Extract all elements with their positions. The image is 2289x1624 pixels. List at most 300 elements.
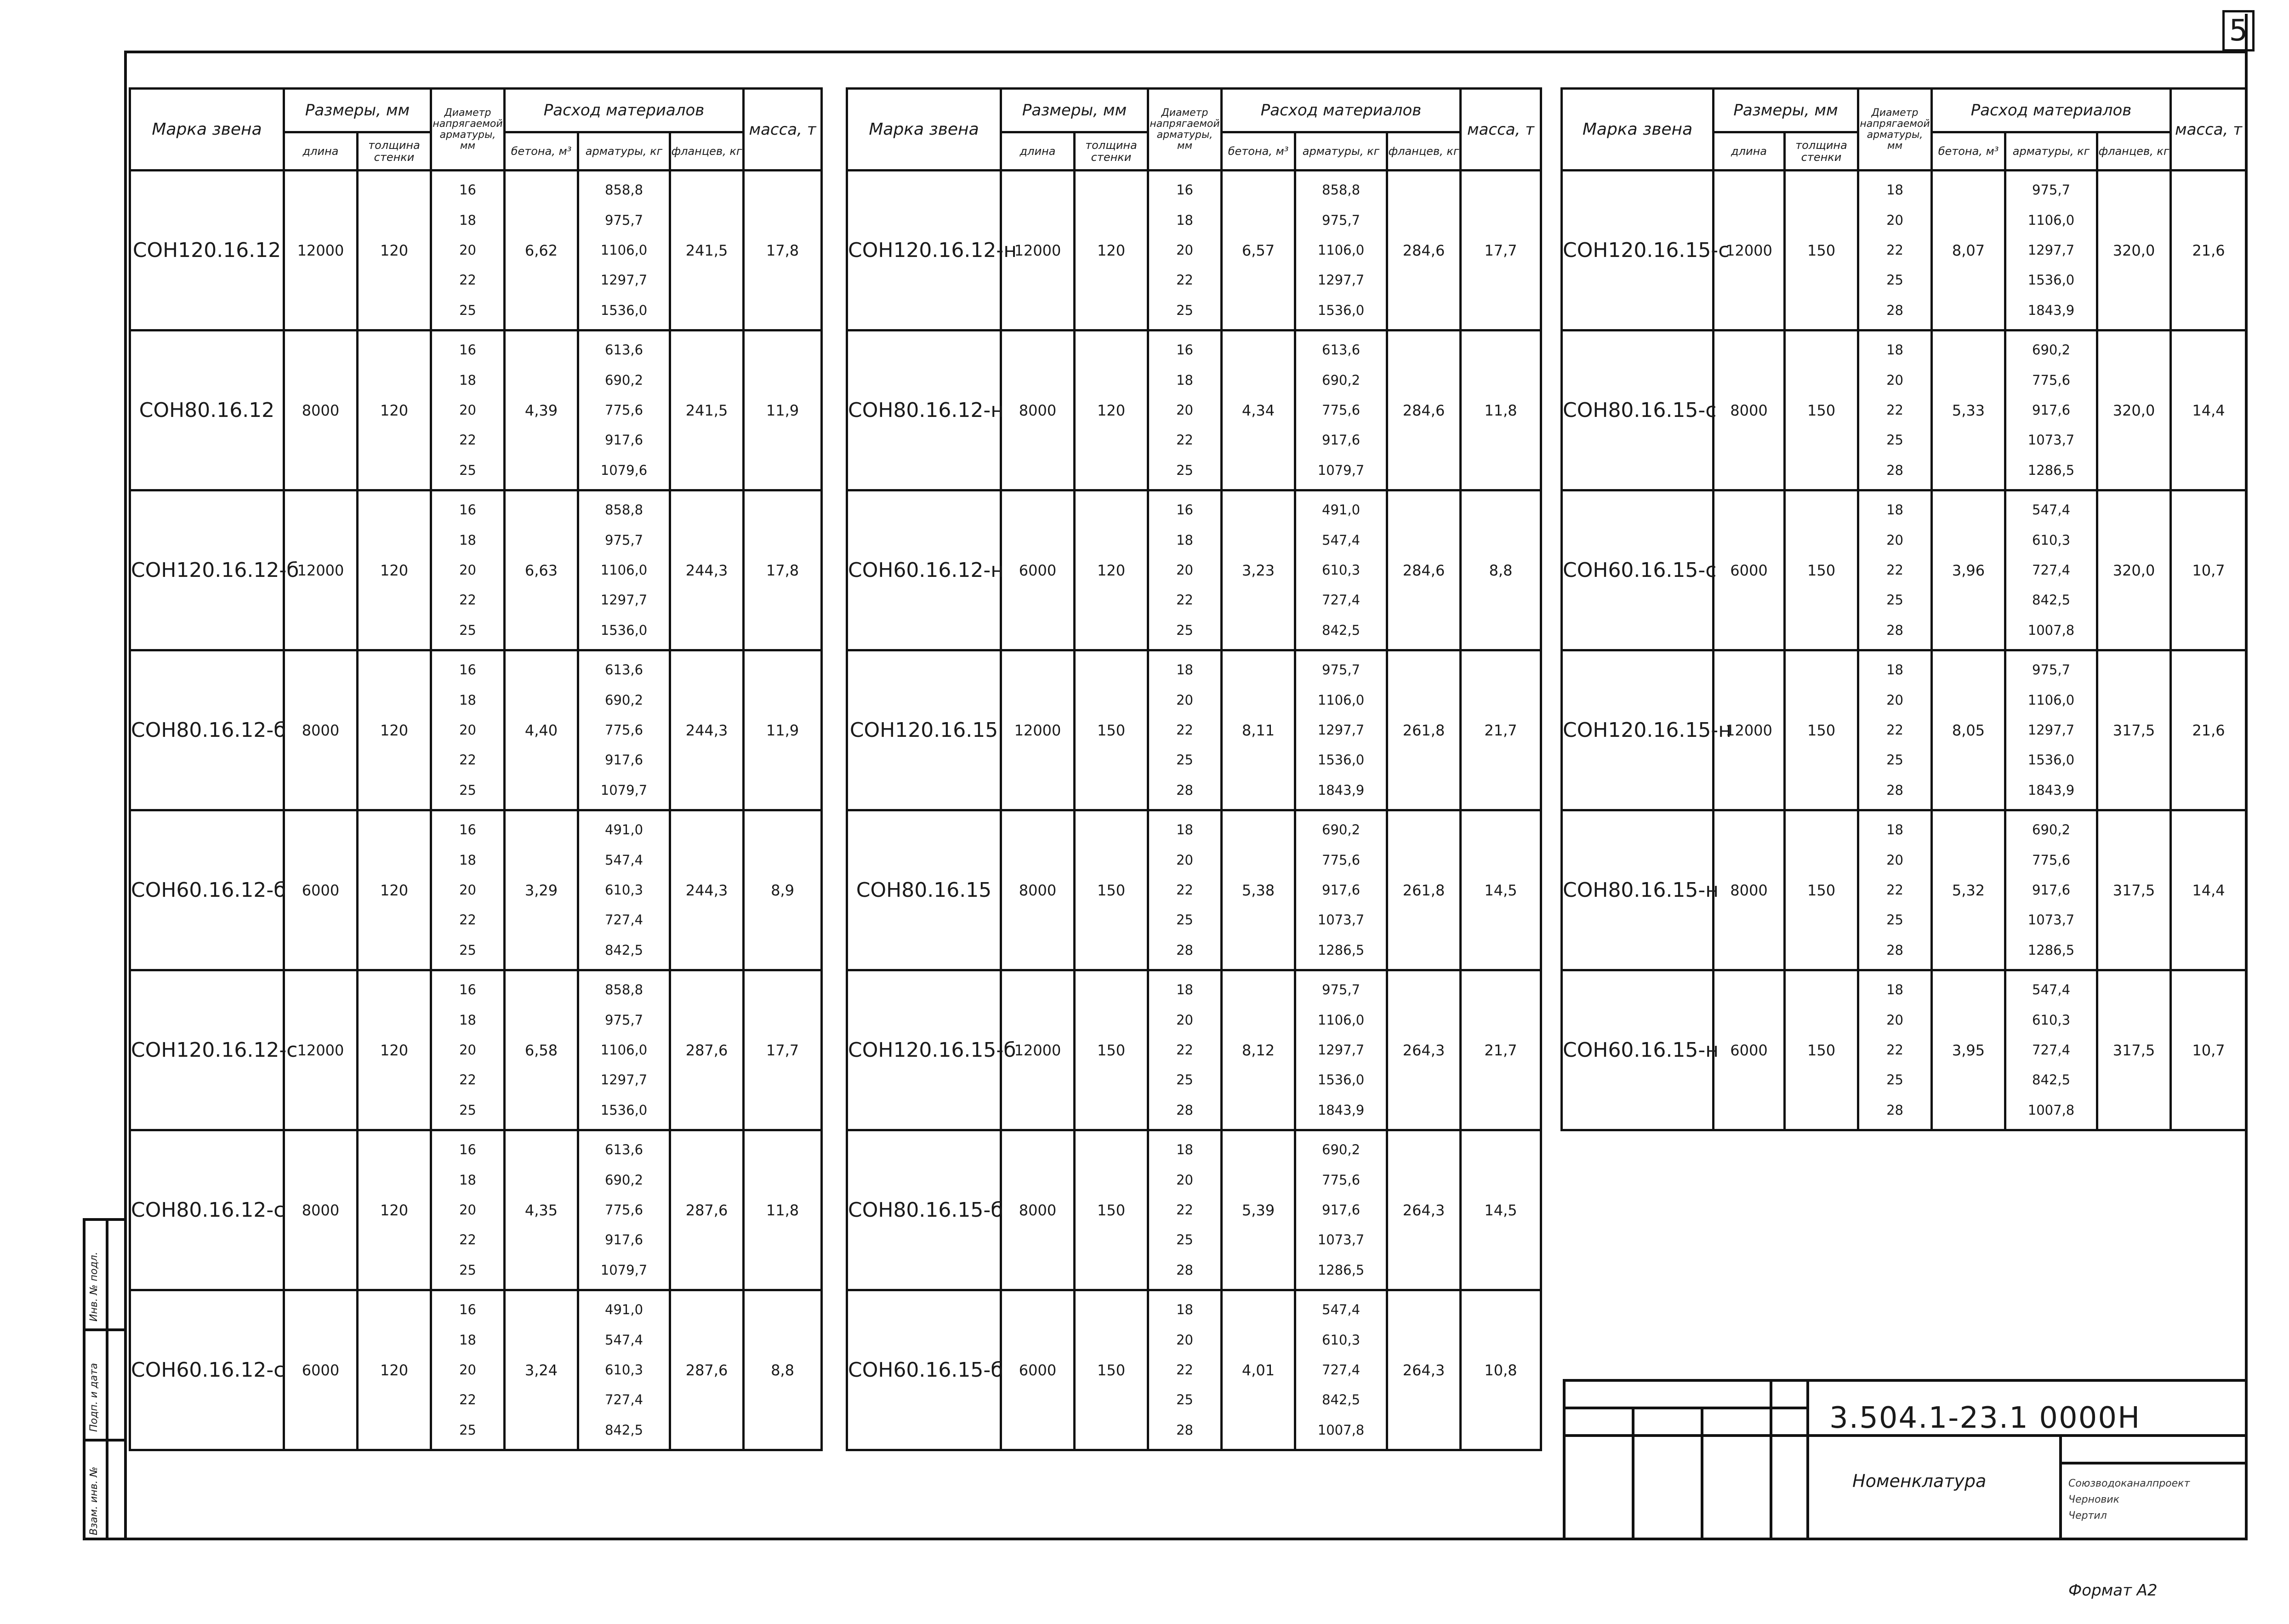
rebar-cell-value: 842,5 [2032, 592, 2071, 608]
flanges-cell: 244,3 [670, 810, 744, 970]
header-sizes: Размеры, мм [1001, 89, 1148, 132]
diameter-cell-value: 25 [459, 1262, 476, 1278]
table-row [1562, 810, 2247, 970]
diameter-cell-list [1859, 975, 1930, 1125]
diameter-cell-list [1149, 975, 1220, 1125]
diameter-cell-value: 16 [459, 662, 476, 678]
diameter-cell-value: 18 [459, 692, 476, 708]
diameter-cell-value: 20 [459, 1362, 476, 1378]
diameter-cell-value: 18 [459, 532, 476, 548]
diameter-cell-value: 22 [1176, 1202, 1193, 1218]
rebar-cell-value: 690,2 [1322, 822, 1361, 838]
concrete-cell: 3,23 [1222, 490, 1295, 650]
thickness-cell: 120 [358, 650, 431, 810]
mark-cell: СОН80.16.15-н [1562, 810, 1714, 970]
flanges-cell: 320,0 [2097, 330, 2171, 490]
diameter-cell [1858, 490, 1932, 650]
mark-cell: СОН120.16.12-с [130, 970, 284, 1130]
diameter-cell-value: 16 [1176, 502, 1193, 518]
mass-cell: 21,7 [1461, 970, 1541, 1130]
diameter-cell-value: 16 [459, 1142, 476, 1158]
diameter-cell-list [1149, 815, 1220, 965]
thickness-cell: 120 [358, 810, 431, 970]
diameter-cell [431, 970, 505, 1130]
diameter-cell-value: 28 [1886, 622, 1903, 638]
rebar-cell-value: 610,3 [2032, 532, 2071, 548]
diameter-cell-value: 18 [459, 852, 476, 868]
header-diameter: Диаметр напрягаемой арматуры, мм [1858, 89, 1932, 171]
flanges-cell: 284,6 [1387, 490, 1461, 650]
concrete-cell: 4,40 [505, 650, 578, 810]
diameter-cell-value: 25 [1176, 1392, 1193, 1408]
header-mass: масса, т [744, 89, 822, 171]
side-stamp-label: Подп. и дата [88, 1363, 100, 1432]
table-row [1562, 650, 2247, 810]
rebar-cell-value: 727,4 [605, 912, 643, 928]
mass-cell: 21,7 [1461, 650, 1541, 810]
concrete-cell: 4,39 [505, 330, 578, 490]
diameter-cell-value: 22 [1176, 1042, 1193, 1058]
rebar-cell-value: 690,2 [605, 1172, 643, 1188]
rebar-cell-list [1296, 975, 1386, 1125]
mass-cell: 10,7 [2171, 490, 2247, 650]
length-cell: 8000 [1714, 330, 1785, 490]
rebar-cell [1295, 1130, 1387, 1290]
diameter-cell-value: 22 [1886, 562, 1903, 578]
length-cell: 12000 [1714, 171, 1785, 330]
rebar-cell-value: 1073,7 [2027, 432, 2075, 448]
diameter-cell-value: 28 [1176, 1422, 1193, 1438]
flanges-cell: 284,6 [1387, 171, 1461, 330]
length-cell: 6000 [284, 1290, 358, 1450]
diameter-cell [1858, 171, 1932, 330]
diameter-cell-value: 28 [1886, 1102, 1903, 1118]
length-cell: 6000 [1714, 970, 1785, 1130]
diameter-cell-value: 22 [1886, 402, 1903, 418]
header-thickness: толщина стенки [358, 132, 431, 171]
mark-cell: СОН120.16.15 [847, 650, 1001, 810]
rebar-cell-value: 917,6 [605, 432, 643, 448]
side-stamp-line [83, 1218, 127, 1221]
diameter-cell-value: 20 [459, 882, 476, 898]
header-mass: масса, т [1461, 89, 1541, 171]
flanges-cell: 264,3 [1387, 1290, 1461, 1450]
rebar-cell-list [2006, 495, 2096, 645]
concrete-cell: 5,39 [1222, 1130, 1295, 1290]
length-cell: 12000 [1001, 171, 1075, 330]
concrete-cell: 4,01 [1222, 1290, 1295, 1450]
rebar-cell-value: 1843,9 [2027, 302, 2075, 318]
rebar-cell-value: 775,6 [605, 402, 643, 418]
rebar-cell-value: 842,5 [1322, 622, 1361, 638]
diameter-cell-value: 18 [1176, 532, 1193, 548]
mass-cell: 8,8 [744, 1290, 822, 1450]
rebar-cell-value: 1536,0 [1317, 302, 1365, 318]
thickness-cell: 150 [1785, 810, 1858, 970]
diameter-cell-value: 22 [459, 912, 476, 928]
rebar-cell [1295, 490, 1387, 650]
header-mark: Марка звена [1562, 89, 1714, 171]
diameter-cell-value: 18 [1886, 662, 1903, 678]
rebar-cell-value: 858,8 [1322, 182, 1361, 198]
mark-cell: СОН60.16.15-с [1562, 490, 1714, 650]
rebar-cell-value: 690,2 [2032, 822, 2071, 838]
mass-cell: 17,7 [1461, 171, 1541, 330]
rebar-cell [578, 970, 670, 1130]
header-mark: Марка звена [847, 89, 1001, 171]
length-cell: 12000 [1714, 650, 1785, 810]
diameter-cell-value: 25 [1176, 1232, 1193, 1248]
diameter-cell-value: 28 [1176, 782, 1193, 798]
title-block-line [1806, 1379, 1809, 1540]
concrete-cell: 6,63 [505, 490, 578, 650]
rebar-cell-list [579, 815, 669, 965]
rebar-cell [578, 171, 670, 330]
thickness-cell: 150 [1075, 970, 1148, 1130]
mass-cell: 17,7 [744, 970, 822, 1130]
diameter-cell-value: 18 [459, 1332, 476, 1348]
rebar-cell-list [2006, 335, 2096, 485]
rebar-cell-value: 1286,5 [1317, 1262, 1365, 1278]
concrete-cell: 8,12 [1222, 970, 1295, 1130]
diameter-cell-value: 25 [1886, 432, 1903, 448]
rebar-cell [2005, 970, 2097, 1130]
diameter-cell-value: 18 [1886, 182, 1903, 198]
length-cell: 8000 [284, 1130, 358, 1290]
diameter-cell [431, 490, 505, 650]
mark-cell: СОН80.16.12-б [130, 650, 284, 810]
header-rebar: арматуры, кг [578, 132, 670, 171]
rebar-cell-value: 1079,7 [1317, 462, 1365, 478]
diameter-cell-value: 18 [1886, 822, 1903, 838]
title-block-line [1563, 1379, 2248, 1382]
header-concrete: бетона, м³ [505, 132, 578, 171]
header-consumption: Расход материалов [505, 89, 744, 132]
spec-table-3 [1560, 87, 2248, 1131]
diameter-cell-value: 25 [459, 1422, 476, 1438]
header-sizes: Размеры, мм [1714, 89, 1858, 132]
diameter-cell-value: 22 [1886, 882, 1903, 898]
spec-table-1 [129, 87, 823, 1451]
header-thickness: толщина стенки [1075, 132, 1148, 171]
rebar-cell-list [579, 655, 669, 805]
diameter-cell-value: 28 [1176, 1102, 1193, 1118]
header-mass: масса, т [2171, 89, 2247, 171]
diameter-cell-value: 20 [1176, 562, 1193, 578]
rebar-cell-value: 975,7 [1322, 982, 1361, 998]
side-stamp-line [83, 1439, 127, 1442]
diameter-cell [431, 810, 505, 970]
diameter-cell-list [432, 1295, 503, 1445]
rebar-cell-value: 917,6 [2032, 402, 2071, 418]
diameter-cell-value: 20 [1176, 692, 1193, 708]
rebar-cell-value: 1106,0 [1317, 242, 1365, 258]
rebar-cell-value: 613,6 [605, 342, 643, 358]
diameter-cell-value: 20 [1176, 242, 1193, 258]
rebar-cell-value: 1536,0 [600, 302, 648, 318]
diameter-cell-value: 22 [1176, 1362, 1193, 1378]
diameter-cell-list [432, 495, 503, 645]
mass-cell: 17,8 [744, 171, 822, 330]
rebar-cell-value: 613,6 [605, 662, 643, 678]
rebar-cell-list [1296, 335, 1386, 485]
rebar-cell-value: 1106,0 [1317, 692, 1365, 708]
rebar-cell [578, 1290, 670, 1450]
diameter-cell-value: 25 [1886, 592, 1903, 608]
rebar-cell-list [1296, 1295, 1386, 1445]
stamp-line: Черновик [2068, 1494, 2119, 1505]
diameter-cell-list [1149, 495, 1220, 645]
diameter-cell-value: 20 [459, 1202, 476, 1218]
diameter-cell-value: 22 [459, 1392, 476, 1408]
rebar-cell-value: 1106,0 [600, 1042, 648, 1058]
table-row [847, 330, 1541, 490]
header-diameter: Диаметр напрягаемой арматуры, мм [1148, 89, 1222, 171]
rebar-cell-list [2006, 175, 2096, 325]
mark-cell: СОН60.16.15-б [847, 1290, 1001, 1450]
diameter-cell-list [1859, 495, 1930, 645]
mark-cell: СОН80.16.12 [130, 330, 284, 490]
header-length: длина [1001, 132, 1075, 171]
rebar-cell-value: 1079,6 [600, 462, 648, 478]
rebar-cell-value: 775,6 [1322, 852, 1361, 868]
rebar-cell-value: 547,4 [2032, 982, 2071, 998]
diameter-cell [431, 1130, 505, 1290]
thickness-cell: 120 [1075, 490, 1148, 650]
rebar-cell-value: 547,4 [1322, 1302, 1361, 1318]
diameter-cell-value: 28 [1176, 942, 1193, 958]
diameter-cell-list [1859, 815, 1930, 965]
document-title: Номенклатура [1852, 1471, 1987, 1491]
diameter-cell-value: 18 [1886, 502, 1903, 518]
rebar-cell-value: 1297,7 [1317, 272, 1365, 288]
rebar-cell-value: 858,8 [605, 502, 643, 518]
table-row [847, 1290, 1541, 1450]
header-flanges: фланцев, кг [2097, 132, 2171, 171]
diameter-cell-value: 18 [459, 1012, 476, 1028]
thickness-cell: 150 [1075, 1130, 1148, 1290]
rebar-cell-value: 727,4 [2032, 1042, 2071, 1058]
diameter-cell-value: 25 [459, 1102, 476, 1118]
rebar-cell-value: 1297,7 [2027, 722, 2075, 738]
mass-cell: 14,4 [2171, 330, 2247, 490]
rebar-cell-value: 858,8 [605, 182, 643, 198]
thickness-cell: 150 [1075, 650, 1148, 810]
diameter-cell [431, 330, 505, 490]
table-row [1562, 330, 2247, 490]
rebar-cell-value: 1286,5 [2027, 942, 2075, 958]
rebar-cell-value: 1536,0 [1317, 752, 1365, 768]
length-cell: 8000 [1001, 1130, 1075, 1290]
mark-cell: СОН60.16.12-б [130, 810, 284, 970]
rebar-cell [1295, 650, 1387, 810]
table-row [1562, 490, 2247, 650]
diameter-cell-value: 16 [1176, 342, 1193, 358]
concrete-cell: 3,96 [1932, 490, 2005, 650]
diameter-cell-value: 16 [1176, 182, 1193, 198]
mass-cell: 11,8 [1461, 330, 1541, 490]
concrete-cell: 3,95 [1932, 970, 2005, 1130]
diameter-cell [1858, 330, 1932, 490]
flanges-cell: 317,5 [2097, 650, 2171, 810]
diameter-cell-value: 16 [459, 502, 476, 518]
rebar-cell-list [1296, 495, 1386, 645]
rebar-cell-value: 1106,0 [1317, 1012, 1365, 1028]
rebar-cell-value: 1106,0 [600, 242, 648, 258]
rebar-cell [2005, 330, 2097, 490]
diameter-cell-value: 20 [1176, 1172, 1193, 1188]
thickness-cell: 120 [358, 171, 431, 330]
rebar-cell-value: 1007,8 [1317, 1422, 1365, 1438]
rebar-cell [2005, 490, 2097, 650]
rebar-cell-list [579, 175, 669, 325]
sheet-format: Формат А2 [2068, 1581, 2158, 1600]
diameter-cell-value: 28 [1886, 462, 1903, 478]
diameter-cell-value: 16 [459, 342, 476, 358]
diameter-cell-value: 20 [459, 562, 476, 578]
rebar-cell-list [579, 975, 669, 1125]
thickness-cell: 120 [358, 490, 431, 650]
title-block-line [1563, 1379, 1566, 1540]
diameter-cell-value: 20 [1176, 1012, 1193, 1028]
rebar-cell [578, 810, 670, 970]
diameter-cell [1858, 810, 1932, 970]
diameter-cell-value: 20 [1176, 402, 1193, 418]
header-flanges: фланцев, кг [1387, 132, 1461, 171]
table-row [847, 650, 1541, 810]
diameter-cell-value: 22 [1176, 592, 1193, 608]
diameter-cell-value: 20 [459, 1042, 476, 1058]
mark-cell: СОН120.16.15-б [847, 970, 1001, 1130]
rebar-cell-value: 1007,8 [2027, 1102, 2075, 1118]
diameter-cell-value: 20 [1176, 852, 1193, 868]
concrete-cell: 6,57 [1222, 171, 1295, 330]
diameter-cell-value: 18 [1886, 342, 1903, 358]
rebar-cell-value: 1843,9 [2027, 782, 2075, 798]
diameter-cell-value: 18 [1176, 212, 1193, 228]
rebar-cell-value: 547,4 [605, 852, 643, 868]
rebar-cell-value: 727,4 [2032, 562, 2071, 578]
rebar-cell-value: 690,2 [1322, 1142, 1361, 1158]
rebar-cell-value: 1073,7 [1317, 1232, 1365, 1248]
rebar-cell-value: 775,6 [1322, 1172, 1361, 1188]
diameter-cell-value: 18 [1176, 372, 1193, 388]
length-cell: 12000 [284, 970, 358, 1130]
diameter-cell-value: 18 [1176, 1142, 1193, 1158]
rebar-cell-value: 610,3 [1322, 562, 1361, 578]
diameter-cell-value: 22 [459, 592, 476, 608]
rebar-cell-list [579, 335, 669, 485]
diameter-cell-value: 22 [459, 272, 476, 288]
rebar-cell-value: 690,2 [605, 372, 643, 388]
mass-cell: 10,8 [1461, 1290, 1541, 1450]
diameter-cell-value: 22 [1176, 882, 1193, 898]
mass-cell: 21,6 [2171, 650, 2247, 810]
rebar-cell-value: 975,7 [605, 212, 643, 228]
side-stamp-label: Взам. инв. № [88, 1466, 100, 1535]
title-block-line [2059, 1434, 2062, 1540]
rebar-cell [1295, 810, 1387, 970]
concrete-cell: 8,07 [1932, 171, 2005, 330]
diameter-cell-value: 22 [1176, 432, 1193, 448]
rebar-cell-value: 727,4 [605, 1392, 643, 1408]
thickness-cell: 150 [1075, 1290, 1148, 1450]
length-cell: 8000 [1001, 810, 1075, 970]
thickness-cell: 120 [358, 1290, 431, 1450]
table-row [130, 171, 822, 330]
spec-table-2 [846, 87, 1542, 1451]
length-cell: 12000 [284, 490, 358, 650]
table-row [847, 171, 1541, 330]
header-diameter: Диаметр напрягаемой арматуры, мм [431, 89, 505, 171]
mass-cell: 17,8 [744, 490, 822, 650]
diameter-cell-value: 18 [1176, 1302, 1193, 1318]
diameter-cell-list [1149, 1135, 1220, 1285]
header-sizes: Размеры, мм [284, 89, 431, 132]
mark-cell: СОН120.16.12-н [847, 171, 1001, 330]
diameter-cell-value: 28 [1886, 782, 1903, 798]
rebar-cell-value: 842,5 [605, 942, 643, 958]
mass-cell: 14,4 [2171, 810, 2247, 970]
length-cell: 6000 [284, 810, 358, 970]
diameter-cell [1148, 650, 1222, 810]
concrete-cell: 5,32 [1932, 810, 2005, 970]
diameter-cell-value: 25 [1886, 912, 1903, 928]
table-row [130, 330, 822, 490]
rebar-cell-value: 610,3 [605, 1362, 643, 1378]
rebar-cell-list [1296, 175, 1386, 325]
diameter-cell-value: 20 [459, 242, 476, 258]
thickness-cell: 120 [358, 1130, 431, 1290]
length-cell: 6000 [1001, 490, 1075, 650]
rebar-cell-value: 610,3 [2032, 1012, 2071, 1028]
length-cell: 6000 [1714, 490, 1785, 650]
rebar-cell-value: 1106,0 [600, 562, 648, 578]
rebar-cell-value: 775,6 [605, 722, 643, 738]
rebar-cell-value: 1536,0 [2027, 752, 2075, 768]
thickness-cell: 120 [358, 330, 431, 490]
diameter-cell-value: 18 [459, 372, 476, 388]
diameter-cell-value: 20 [459, 402, 476, 418]
rebar-cell-value: 1073,7 [2027, 912, 2075, 928]
mass-cell: 14,5 [1461, 1130, 1541, 1290]
rebar-cell-value: 690,2 [605, 692, 643, 708]
rebar-cell-value: 1536,0 [1317, 1072, 1365, 1088]
mass-cell: 10,7 [2171, 970, 2247, 1130]
diameter-cell-value: 25 [1176, 302, 1193, 318]
rebar-cell-list [1296, 1135, 1386, 1285]
rebar-cell [578, 330, 670, 490]
concrete-cell: 5,38 [1222, 810, 1295, 970]
header-rebar: арматуры, кг [1295, 132, 1387, 171]
rebar-cell [2005, 650, 2097, 810]
rebar-cell-list [2006, 815, 2096, 965]
flanges-cell: 287,6 [670, 1290, 744, 1450]
stamp-line: Союзводоканалпроект [2068, 1478, 2190, 1489]
flanges-cell: 264,3 [1387, 970, 1461, 1130]
diameter-cell-value: 22 [459, 432, 476, 448]
thickness-cell: 120 [1075, 171, 1148, 330]
diameter-cell-list [432, 975, 503, 1125]
diameter-cell-value: 18 [459, 1172, 476, 1188]
diameter-cell-list [432, 335, 503, 485]
rebar-cell-value: 613,6 [1322, 342, 1361, 358]
rebar-cell-value: 775,6 [2032, 372, 2071, 388]
diameter-cell-value: 20 [1886, 852, 1903, 868]
table-row [130, 810, 822, 970]
header-concrete: бетона, м³ [1932, 132, 2005, 171]
diameter-cell-value: 18 [459, 212, 476, 228]
